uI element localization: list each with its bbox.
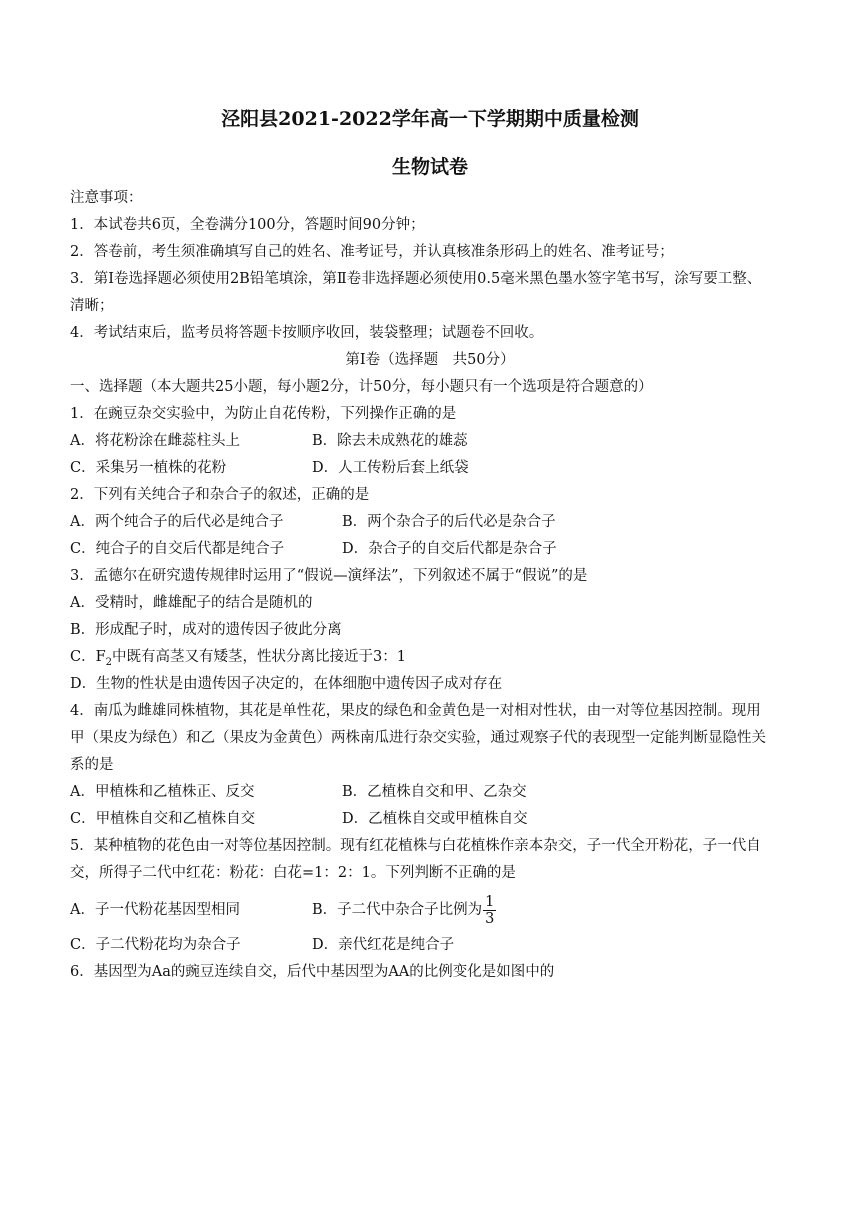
option-d: D．人工传粉后套上纸袋: [312, 460, 469, 476]
option-a: A．受精时，雌雄配子的结合是随机的: [70, 595, 313, 611]
option-d: D．生物的性状是由遗传因子决定的，在体细胞中遗传因子成对存在: [70, 676, 503, 692]
option-c: C．纯合子的自交后代都是纯合子: [70, 541, 285, 557]
option-b: [312, 888, 496, 932]
question-stem: 1．在豌豆杂交实验中，为防止自花传粉，下列操作正确的是: [70, 406, 457, 422]
option-c-text: 中既有高茎又有矮茎，性状分离比接近于3：1: [112, 649, 406, 665]
exam-subtitle: 生物试卷: [391, 156, 468, 178]
section-title: 第Ⅰ卷（选择题 共50分）: [345, 352, 515, 368]
exam-title: 泾阳县2021-2022学年高一下学期期中质量检测: [221, 108, 639, 130]
option-d: D．乙植株自交或甲植株自交: [342, 811, 528, 827]
option-c: C．子二代粉花均为杂合子: [70, 937, 241, 953]
question-stem: 5．某种植物的花色由一对等位基因控制。现有红花植株与白花植株作亲本杂交，子一代全开粉花，子一代自: [70, 838, 761, 854]
option-a: A．两个纯合子的后代必是纯合子: [70, 514, 284, 530]
option-b-text: B．子二代中杂合子比例为: [312, 902, 483, 918]
option-b: B．两个杂合子的后代必是杂合子: [342, 514, 556, 530]
option-d: D．杂合子的自交后代都是杂合子: [342, 541, 557, 557]
question-stem-cont: 交，所得子二代中红花：粉花：白花=1：2：1。下列判断不正确的是: [70, 865, 516, 881]
subscript: 2: [105, 656, 113, 668]
option-b: B．形成配子时，成对的遗传因子彼此分离: [70, 622, 342, 638]
option-d: D．亲代红花是纯合子: [312, 937, 455, 953]
question-stem-cont: 系的是: [70, 757, 114, 773]
option-a: A．甲植株和乙植株正、反交: [70, 784, 255, 800]
notice-item: 清晰；: [70, 298, 114, 314]
notice-item: 1．本试卷共6页，全卷满分100分，答题时间90分钟；: [70, 217, 425, 233]
notice-item: 4．考试结束后，监考员将答题卡按顺序收回，装袋整理；试题卷不回收。: [70, 325, 544, 341]
notice-item: 3．第Ⅰ卷选择题必须使用2B铅笔填涂，第Ⅱ卷非选择题必须使用0.5毫米黑色墨水签字笔书写，涂写要工整、: [70, 271, 762, 287]
option-c: C．甲植株自交和乙植株自交: [70, 811, 256, 827]
fraction: [483, 894, 496, 927]
option-a: A．子一代粉花基因型相同: [70, 902, 240, 918]
fraction-denominator: 3: [485, 910, 495, 927]
fraction-numerator: 1: [485, 893, 495, 910]
option-c: [70, 647, 800, 673]
question-stem: 2．下列有关纯合子和杂合子的叙述，正确的是: [70, 487, 370, 503]
question-stem: 4．南瓜为雌雄同株植物，其花是单性花，果皮的绿色和金黄色是一对相对性状，由一对等位基因控制。现用: [70, 703, 761, 719]
option-b: B．除去未成熟花的雄蕊: [312, 433, 468, 449]
option-a: A．将花粉涂在雌蕊柱头上: [70, 433, 240, 449]
option-b: B．乙植株自交和甲、乙杂交: [342, 784, 527, 800]
question-stem-cont: 甲（果皮为绿色）和乙（果皮为金黄色）两株南瓜进行杂交实验，通过观察子代的表现型一定能判断显隐性关: [70, 730, 766, 746]
question-stem: 3．孟德尔在研究遗传规律时运用了“假说—演绎法”，下列叙述不属于“假说”的是: [70, 568, 588, 584]
section-instruction: 一、选择题（本大题共25小题，每小题2分，计50分，每小题只有一个选项是符合题意的）: [70, 379, 653, 395]
option-c-prefix: C．F: [70, 649, 106, 665]
notice-item: 2．答卷前，考生须准确填写自己的姓名、准考证号，并认真核准条形码上的姓名、准考证号；: [70, 244, 674, 260]
notice-heading: 注意事项：: [70, 190, 143, 206]
question-stem: 6．基因型为Aa的豌豆连续自交，后代中基因型为AA的比例变化是如图中的: [70, 964, 555, 980]
option-c: C．采集另一植株的花粉: [70, 460, 227, 476]
